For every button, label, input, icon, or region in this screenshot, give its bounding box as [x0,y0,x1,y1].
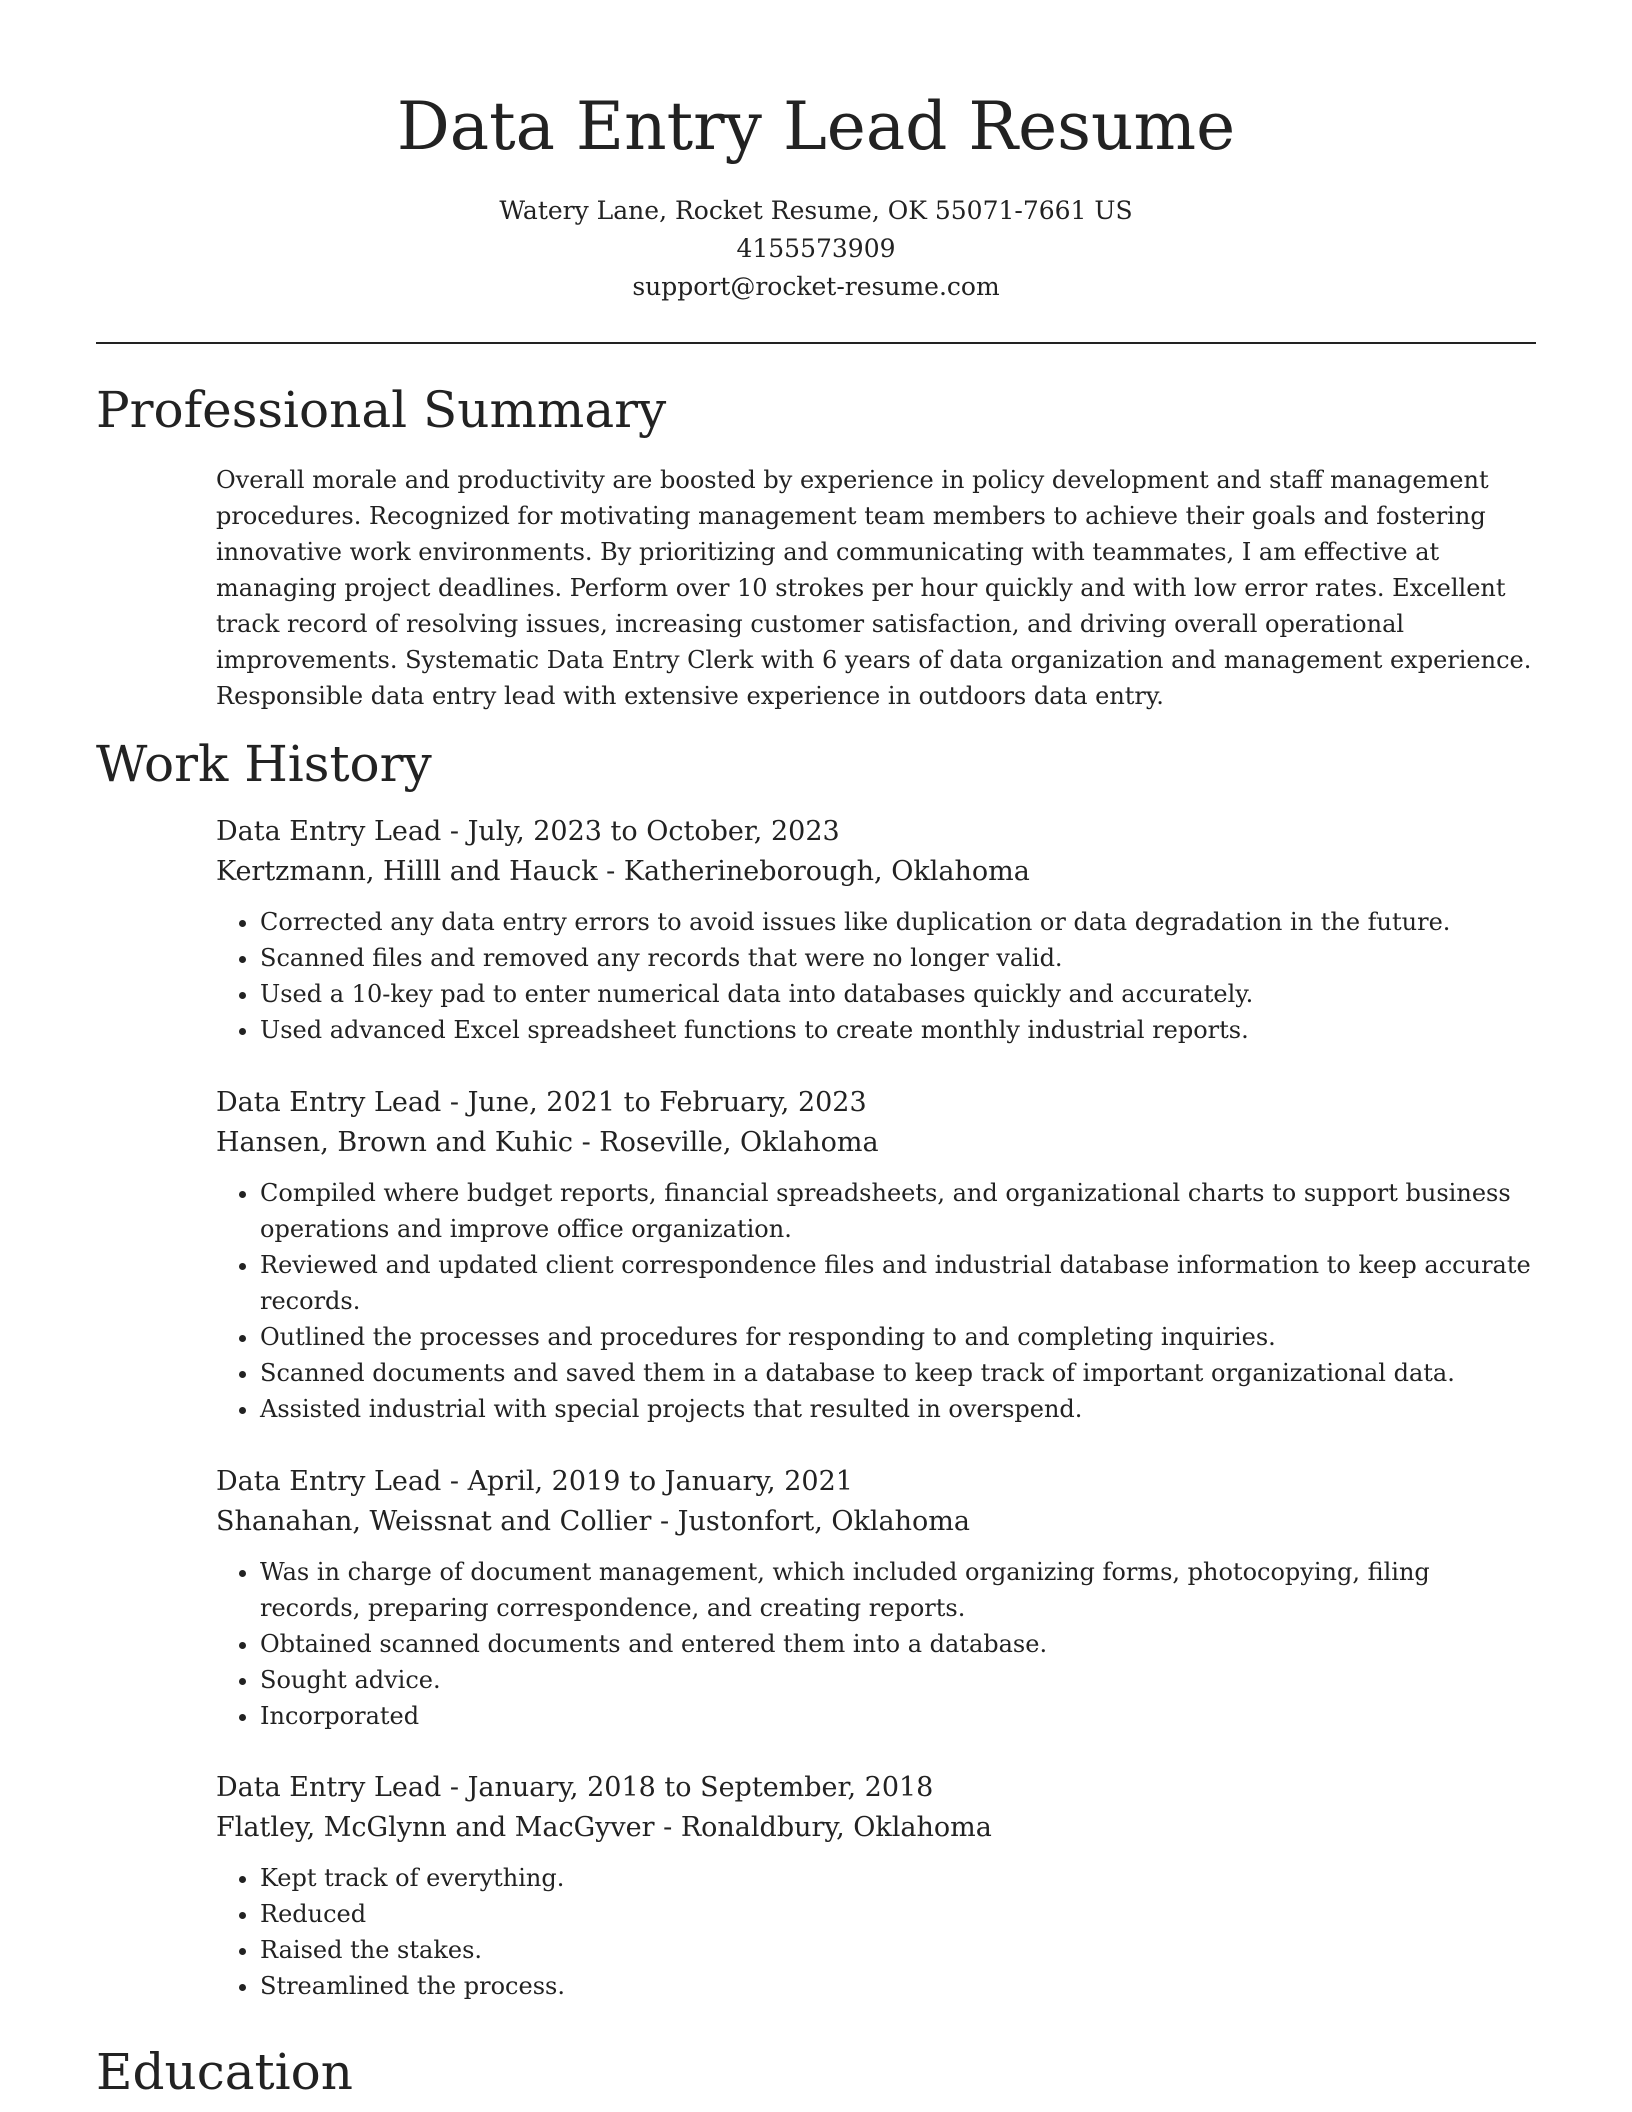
job-separator: - [572,1127,600,1158]
job-bullet: • Streamlined the process. [260,1968,1536,2004]
job-title: Data Entry Lead [216,1087,442,1118]
job-bullet: • Incorporated [260,1698,1536,1734]
job-company-line [216,1502,1536,1542]
contact-phone: 4155573909 [736,234,896,263]
job-company-line [216,852,1536,892]
summary-heading: Professional Summary [96,381,667,439]
job-bullet: • Scanned files and removed any records that were no longer valid. [260,940,1536,976]
job-title-line [216,812,1536,852]
job-title-line [216,1462,1536,1502]
job-bullet: • Assisted industrial with special projects that resulted in overspend. [260,1391,1536,1427]
job-bullet: • Sought advice. [260,1662,1536,1698]
job-dates: June, 2021 to February, 2023 [467,1087,867,1118]
job-bullet: • Compiled where budget reports, financial spreadsheets, and organizational charts to support business operations and improve office organization. [260,1175,1536,1247]
job-company: Kertzmann, Hilll and Hauck [216,856,598,887]
job-title-line [216,1768,1536,1808]
job-bullet: • Reduced [260,1896,1536,1932]
job-entry [216,1083,1536,1427]
job-entry [216,1768,1536,2004]
job-company: Flatley, McGlynn and MacGyver [216,1812,655,1843]
job-title-line [216,1083,1536,1123]
job-dates: July, 2023 to October, 2023 [467,816,840,847]
job-bullet: • Reviewed and updated client correspondence files and industrial database information to keep accurate records. [260,1247,1536,1319]
header-divider [96,342,1536,344]
job-title: Data Entry Lead [216,1466,442,1497]
job-separator: - [654,1812,681,1843]
job-separator: - [597,856,624,887]
job-title: Data Entry Lead [216,1772,442,1803]
job-location: Justonfort, Oklahoma [677,1506,970,1537]
job-company: Shanahan, Weissnat and Collier [216,1506,652,1537]
job-location: Roseville, Oklahoma [599,1127,879,1158]
education-heading: Education [96,2043,353,2101]
job-bullets [216,1860,1536,2004]
resume-title: Data Entry Lead Resume [396,88,1236,165]
job-company-line [216,1123,1536,1163]
job-bullet: • Was in charge of document management, which included organizing forms, photocopying, filing records, preparing correspondence, and creating reports. [260,1554,1536,1626]
job-separator: - [441,1466,468,1497]
summary-text: Overall morale and productivity are boosted by experience in policy development and staff management procedures. Recognized for motivating management team members to achieve their goals and fostering innovative work environments. By prioritizing and communicating with teammates, I am effective at managing project deadlines. Perform over 10 strokes per hour quickly and with low error rates. Excellent track record of resolving issues, increasing customer satisfaction, and driving overall operational improvements. Systematic Data Entry Clerk with 6 years of data organization and management experience. Responsible data entry lead with extensive experience in outdoors data entry. [216,466,1532,710]
job-bullet: • Obtained scanned documents and entered them into a database. [260,1626,1536,1662]
job-title: Data Entry Lead [216,816,442,847]
contact-email: support@rocket-resume.com [632,272,1000,301]
job-entry [216,812,1536,1048]
job-bullet: • Outlined the processes and procedures for responding to and completing inquiries. [260,1319,1536,1355]
job-bullet: • Scanned documents and saved them in a database to keep track of important organizational data. [260,1355,1536,1391]
job-separator: - [441,816,468,847]
job-company-line [216,1808,1536,1848]
job-location: Katherineborough, Oklahoma [623,856,1030,887]
job-bullets [216,1554,1536,1734]
job-bullets [216,904,1536,1048]
job-separator: - [651,1506,678,1537]
job-company: Hansen, Brown and Kuhic [216,1127,573,1158]
job-entry [216,1462,1536,1734]
job-location: Ronaldbury, Oklahoma [680,1812,992,1843]
job-dates: April, 2019 to January, 2021 [467,1466,853,1497]
job-bullet: • Used a 10-key pad to enter numerical data into databases quickly and accurately. [260,976,1536,1012]
job-bullet: • Corrected any data entry errors to avoid issues like duplication or data degradation in the future. [260,904,1536,940]
job-bullets [216,1175,1536,1427]
job-bullet: • Kept track of everything. [260,1860,1536,1896]
job-separator: - [441,1772,468,1803]
job-separator: - [441,1087,468,1118]
job-bullet: • Used advanced Excel spreadsheet functions to create monthly industrial reports. [260,1012,1536,1048]
contact-address: Watery Lane, Rocket Resume, OK 55071-7661 US [499,196,1133,225]
contact-block [96,192,1536,306]
job-bullet: • Raised the stakes. [260,1932,1536,1968]
job-dates: January, 2018 to September, 2018 [467,1772,934,1803]
work-history-heading: Work History [96,735,432,793]
